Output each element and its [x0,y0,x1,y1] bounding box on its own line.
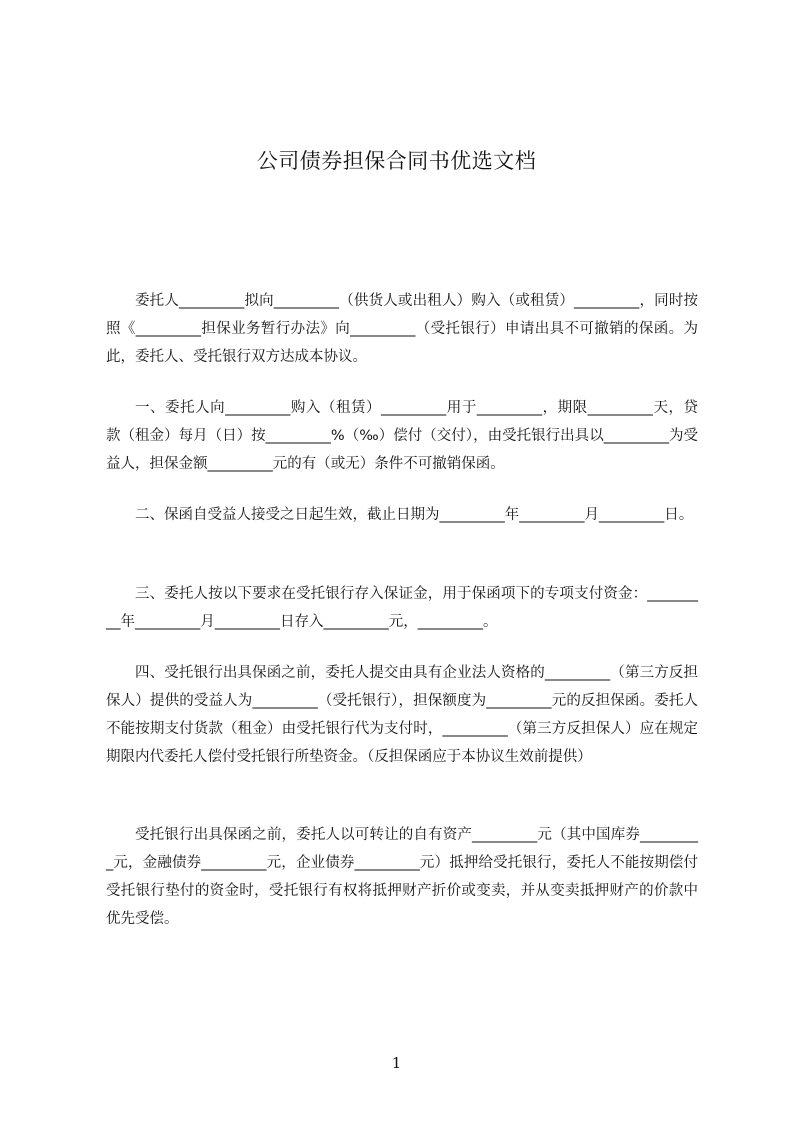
page-number: 1 [391,1054,402,1072]
clause-1-paragraph: 一、委托人向_________购入（租赁）_________用于_________，期限_________天，贷款（租金）每月（日）按_________%（‰）偿付（交付），由受托银行出具以_________为受益人，担保金额_________元的有（或无）条件不可撤销保函。 [106,400,698,472]
clause-2-paragraph: 二、保函自受益人接受之日起生效，截止日期为_________年_________月_________日。 [135,507,694,523]
clause-3-paragraph: 三、委托人按以下要求在受托银行存入保证金，用于保函项下的专项支付资金：_________年_________月_________日存入_________元，_________。 [106,586,698,630]
intro-paragraph: 委托人_________拟向_________（供货人或出租人）购入（或租赁）_________，同时按照《_________担保业务暂行办法》向_________（受托银行）申请出具不可撤销的保函。为此，委托人、受托银行双方达成本协议。 [106,293,698,365]
document-title: 公司债券担保合同书优选文档 [256,149,537,173]
clause-4-paragraph: 四、受托银行出具保函之前，委托人提交由具有企业法人资格的_________（第三方反担保人）提供的受益人为_________（受托银行），担保额度为_________元的反担保函。委托人不能按期支付货款（租金）由受托银行代为支付时，_________（第三方反担保人）应在规定期限内代委托人偿付受托银行所垫资金。（反担保函应于本协议生效前提供） [106,665,698,765]
collateral-paragraph: 受托银行出具保函之前，委托人以可转让的自有资产_________元（其中国库券_________元，金融债券_________元，企业债券_________元）抵押给受托银行，委托人不能按期偿付受托银行垫付的资金时，受托银行有权将抵押财产折价或变卖，并从变卖抵押财产的价款中优先受偿。 [106,827,698,927]
